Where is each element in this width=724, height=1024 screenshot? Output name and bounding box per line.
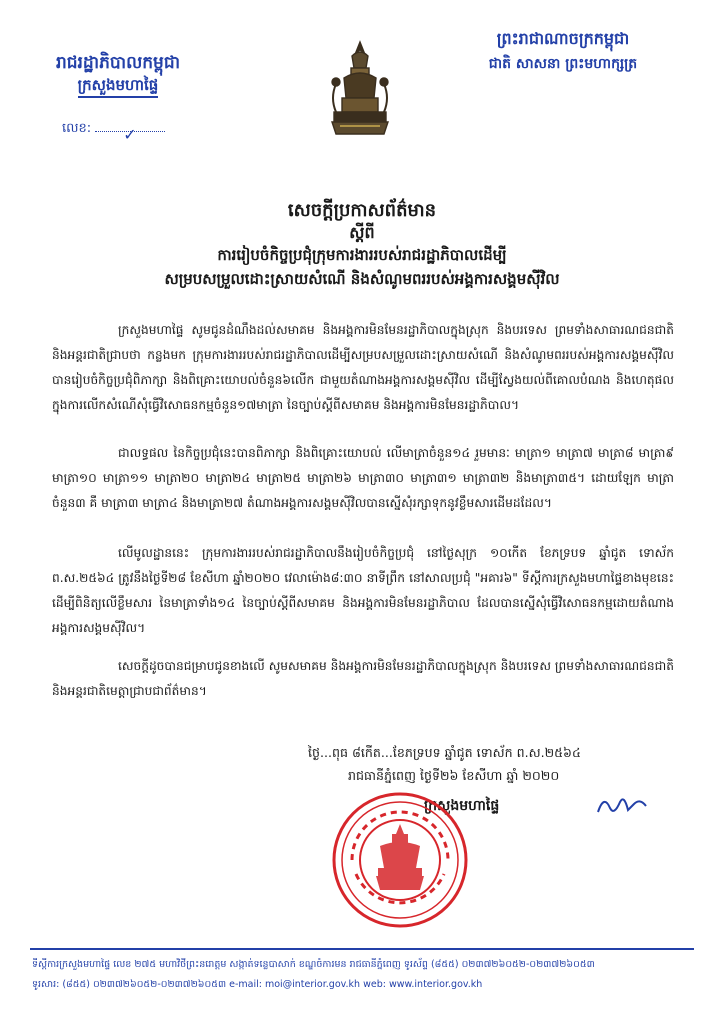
body-paragraph-3: លើមូលដ្ឋាននេះ ក្រុមការងាររបស់រាជរដ្ឋាភិបាលនឹងរៀបចំកិច្ចប្រជុំ នៅថ្ងៃសុក្រ ១០កើត ខែភទ្របទ ឆ្នាំជូត ទោស័ក ព.ស.២៥៦៤ ត្រូវនឹងថ្ងៃទី២៨ ខែសីហា ឆ្នាំ២០២០ វេលាម៉ោង៨:៣០ នាទីព្រឹក នៅសាលប្រជុំ "អគារ៦" ទីស្តីការក្រសួងមហាផ្ទៃខាងមុខនេះ ដើម្បីពិនិត្យលើខ្លឹមសារ នៃមាត្រាទាំង១៤ នៃច្បាប់ស្តីពីសមាគម និងអង្គការមិនមែនរដ្ឋាភិបាល ដែលបានស្នើសុំធ្វើវិសោធនកម្មដោយតំណាងអង្គការសង្គមស៊ីវិល។ (52, 546, 674, 635)
reference-number (62, 120, 165, 144)
signature-icon (594, 790, 654, 820)
kingdom-header-line1: ព្រះរាជាណាចក្រកម្ពុជា (496, 29, 630, 48)
document-subject-label: ស្តីពី (349, 223, 375, 242)
solar-date: រាជធានីភ្នំពេញ ថ្ងៃទី២៦ ខែសីហា ឆ្នាំ ២០២០ (348, 768, 560, 783)
footer-address: ទីស្តីការក្រសួងមហាផ្ទៃ លេខ ២៧៥ មហាវិថីព្រះនរោត្តម សង្កាត់ទន្លេបាសាក់ ខណ្ឌចំការមន រាជធានីភ្នំពេញ ទូរស័ព្ទ (៨៥៥) ០២៣៧២៦០៥២-០២៣៧២៦០៥៣ (32, 959, 595, 970)
document-subject-line1: ការរៀបចំកិច្ចប្រជុំក្រុមការងាររបស់រាជរដ្ឋាភិបាលដើម្បី (217, 246, 507, 264)
royal-emblem-icon (318, 38, 402, 142)
lunar-date: ថ្ងៃ...ពុធ ៨កើត...ខែភទ្របទ ឆ្នាំជូត ទោស័ក ព.ស.២៥៦៤ (308, 745, 581, 760)
ministry-header-line1: រាជរដ្ឋាភិបាលកម្ពុជា (55, 53, 181, 73)
ministry-name: ក្រសួងមហាផ្ទៃ (78, 76, 159, 98)
body-paragraph-2: ជាលទ្ធផល នៃកិច្ចប្រជុំនេះបានពិភាក្សា និងពិគ្រោះយោបល់ លើមាត្រាចំនួន១៤ រួមមានៈ មាត្រា១ មាត្រា៧ មាត្រា៨ មាត្រា៩ មាត្រា១០ មាត្រា១១ មាត្រា២០ មាត្រា២៤ មាត្រា២៥ មាត្រា២៦ មាត្រា៣០ មាត្រា៣១ មាត្រា៣២ និងមាត្រា៣៥។ ដោយឡែក មាត្រាចំនួន៣ គឺ មាត្រា៣ មាត្រា៤ និងមាត្រា២៧ តំណាងអង្គការសង្គមស៊ីវិលបានស្នើសុំរក្សាទុកនូវខ្លឹមសារដើមដដែល។ (52, 446, 674, 510)
signer-name: ក្រសួងមហាផ្ទៃ (424, 798, 500, 814)
footer-contact: ទូរសារ: (៨៥៥) ០២៣៧២៦០៥២-០២៣៧២៦០៥៣ e-mail: moi@interior.gov.kh web: www.interior.gov.kh (32, 979, 483, 990)
ministry-seal-icon (330, 790, 470, 930)
body-paragraph-1: ក្រសួងមហាផ្ទៃ សូមជូនដំណឹងដល់សមាគម និងអង្គការមិនមែនរដ្ឋាភិបាលក្នុងស្រុក និងបរទេស ព្រមទាំងសាធារណជនជាតិ និងអន្តរជាតិជ្រាបថា កន្លងមក ក្រុមការងាររបស់រាជរដ្ឋាភិបាលដើម្បីសម្របសម្រួលដោះស្រាយសំណើ និងសំណូមពររបស់អង្គការសង្គមស៊ីវិល បានរៀបចំកិច្ចប្រជុំពិភាក្សា និងពិគ្រោះយោបល់ចំនួន៦លើក ជាមួយតំណាងអង្គការសង្គមស៊ីវិល ដើម្បីស្វែងយល់ពីគោលបំណង និងហេតុផលក្នុងការលើកសំណើសុំធ្វើវិសោធនកម្មចំនួន១៧មាត្រា នៃច្បាប់ស្តីពីសមាគម និងអង្គការមិនមែនរដ្ឋាភិបាល។ (52, 323, 674, 412)
body-paragraph-4: សេចក្តីដូចបានជម្រាបជូនខាងលើ សូមសមាគម និងអង្គការមិនមែនរដ្ឋាភិបាលក្នុងស្រុក និងបរទេស ព្រមទាំងសាធារណជនជាតិ និងអន្តរជាតិមេត្តាជ្រាបជាព័ត៌មាន។ (52, 659, 674, 698)
reference-mark: ✓ (123, 125, 137, 144)
reference-label: លេខ: (62, 121, 92, 136)
document-title: សេចក្តីប្រកាសព័ត៌មាន (287, 200, 437, 221)
document-subject-line2: សម្របសម្រួលដោះស្រាយសំណើ និងសំណូមពររបស់អង្គការសង្គមស៊ីវិល (164, 270, 560, 288)
footer-divider (30, 948, 694, 950)
ministry-header-line2 (28, 76, 208, 98)
kingdom-motto: ជាតិ សាសនា ព្រះមហាក្សត្រ (488, 56, 638, 72)
